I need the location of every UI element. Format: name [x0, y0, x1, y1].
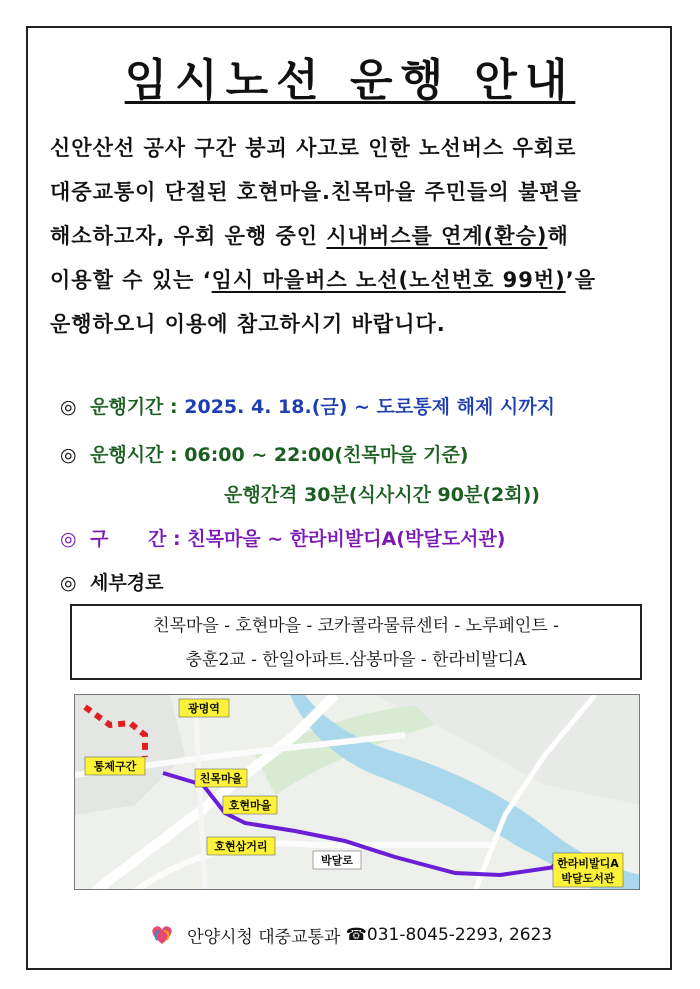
hours-item	[60, 440, 468, 467]
intro-paragraph	[50, 126, 660, 346]
intro-text: 해	[547, 224, 569, 248]
map-label-hohyeon3	[207, 837, 275, 855]
intro-underlined: 임시 마을버스 노선(노선번호 99번)	[211, 268, 566, 292]
map-label-chinmok	[195, 769, 247, 787]
detail-item	[60, 568, 163, 595]
period-label: 운행기간 :	[90, 396, 178, 418]
bullet-mark: ◎	[60, 444, 77, 466]
map-label-text: 통제구간	[93, 760, 137, 773]
intro-text: 이용할 수 있는 ‘	[50, 268, 212, 292]
bullet-mark: ◎	[60, 572, 77, 594]
intro-underlined: 시내버스를 연계(환승)	[326, 224, 548, 248]
footer	[0, 922, 700, 948]
route-map	[74, 694, 640, 890]
detail-label: 세부경로	[90, 572, 164, 594]
section-item	[60, 524, 505, 551]
intro-text: 해소하고자, 우회 운행 중인	[50, 224, 327, 248]
map-label-text: 한라비발디A	[557, 857, 619, 870]
intro-line: 대중교통이 단절된 호현마을.친목마을 주민들의 불편을	[50, 180, 582, 204]
map-label-text: 광명역	[188, 702, 220, 715]
hours-label: 운행시간 :	[90, 444, 178, 466]
intro-line	[50, 258, 660, 302]
section-label: 구 간 :	[90, 528, 181, 550]
intro-line: 운행하오니 이용에 참고하시기 바랍니다.	[50, 312, 446, 336]
map-label-control	[85, 757, 145, 775]
map-label-text: 친목마을	[199, 772, 243, 785]
footer-phone: ☎031-8045-2293, 2623	[345, 925, 553, 945]
map-label-hohyeon	[223, 796, 277, 814]
interval-text: 운행간격 30분(식사시간 90분(2회))	[224, 484, 540, 506]
map-label-text: 박달로	[321, 854, 353, 867]
bullet-mark: ◎	[60, 396, 77, 418]
route-box	[70, 604, 642, 680]
hours-value: 06:00 ~ 22:00(친목마을 기준)	[184, 444, 469, 466]
period-item	[60, 392, 555, 419]
intro-line	[50, 214, 660, 258]
map-label-text: 호현삼거리	[214, 840, 268, 853]
bullet-mark: ◎	[60, 528, 77, 550]
page-title	[0, 44, 700, 108]
intro-text: ’을	[565, 268, 596, 292]
footer-org: 안양시청 대중교통과	[187, 927, 341, 948]
map-label-text: 호현마을	[228, 799, 272, 812]
map-svg	[75, 695, 640, 890]
intro-line: 신안산선 공사 구간 붕괴 사고로 인한 노선버스 우회로	[50, 136, 577, 160]
map-label-gwangmyeong	[179, 699, 229, 717]
map-label-bakdal	[313, 851, 361, 869]
title-text: 임시노선 운행 안내	[124, 55, 576, 106]
map-label-text: 박달도서관	[561, 872, 615, 885]
route-line: 친목마을 - 호현마을 - 코카콜라물류센터 - 노루페인트 -	[153, 616, 559, 636]
period-value: 2025. 4. 18.(금) ~ 도로통제 해제 시까지	[184, 396, 555, 418]
city-logo-icon	[148, 922, 176, 948]
map-label-halla	[553, 853, 623, 887]
section-value: 친목마을 ~ 한라비발디A(박달도서관)	[187, 528, 506, 550]
route-line: 충훈2교 - 한일아파트.삼봉마을 - 한라비발디A	[185, 650, 527, 670]
